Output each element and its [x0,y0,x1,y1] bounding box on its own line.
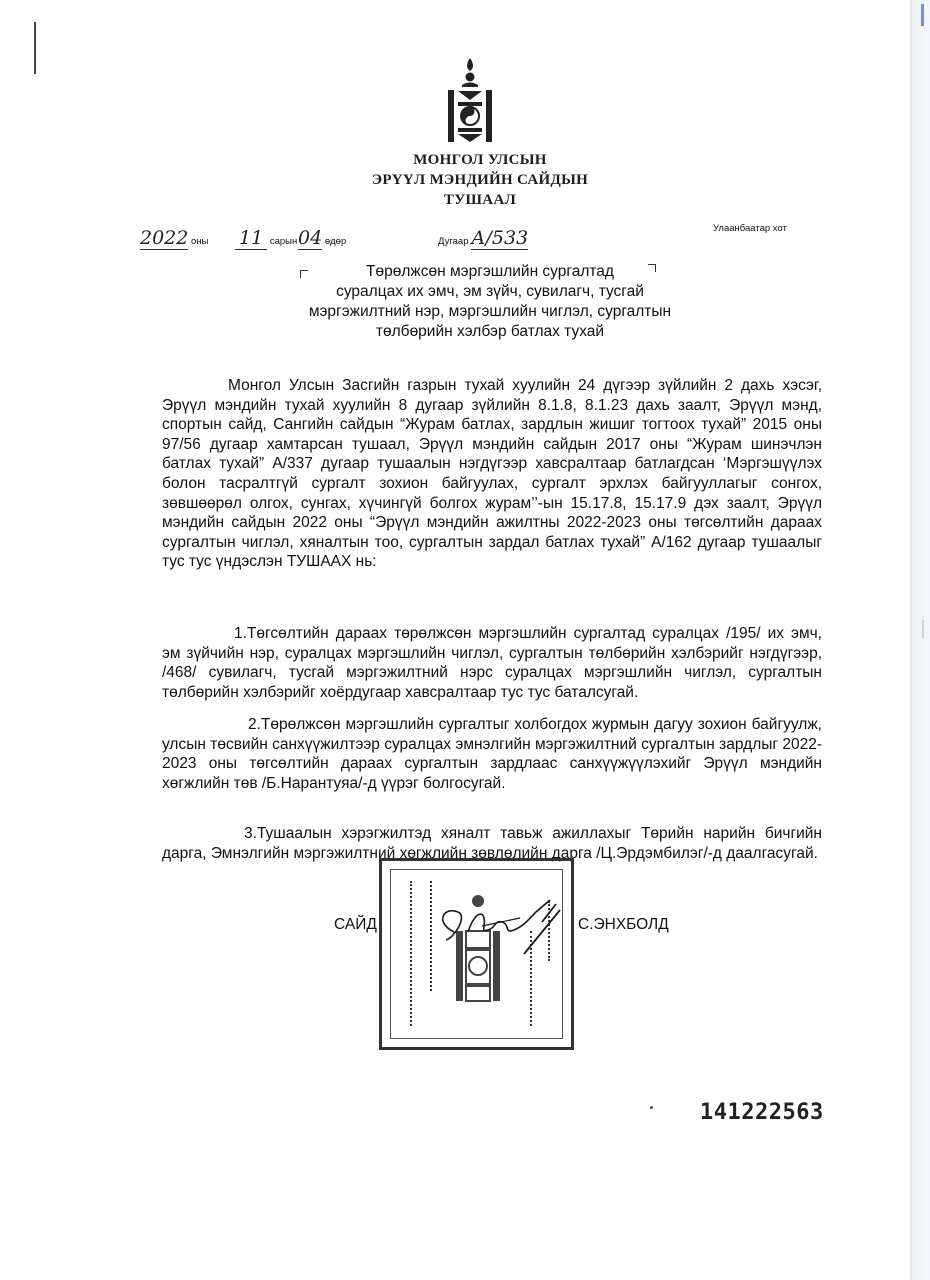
date-year-suffix: оны [191,236,209,247]
handwritten-signature [424,892,564,962]
date-month-group [235,227,297,250]
speck [650,1106,653,1109]
order-item-2: 2.Төрөлжсөн мэргэшлийн сургалтыг холбогдох журмын дагуу зохион байгуулж, улсын төсвийн санхүүжилтээр суралцах эмнэлгийн мэргэжилтний сургалтын зардлыг 2022-2023 оны төгсөлтийн дараах сургалтын зардлаас санхүүжүүлэхийг Эрүүл мэндийн хөгжлийн төв /Б.Нарантуяа/-д үүрэг болгосугай. [162,716,822,792]
title-line-3: мэргэжилтний нэр, мэргэшлийн чиглэл, сургалтын [308,303,672,320]
header-line-1: МОНГОЛ УЛСЫН [413,152,547,168]
order-item-1: 1.Төгсөлтийн дараах төрөлжсөн мэргэшлийн сургалтад суралцах /195/ их эмч, эм зүйчийн нэр, суралцах мэргэшлийн чиглэл, сургалтын төлбөрийн хэлбэрийг нэгдүгээр, /468/ сувилагч, тусгай мэргэжилтний нэрс суралцах мэргэшлийн чиглэл, сургалтын төлбөрийн хэлбэрийг хоёрдугаар хавсралтаар тус тус баталсугай. [162,625,822,701]
ministry-header [300,150,660,210]
soyombo-emblem [442,56,498,146]
signatory-name: С.ЭНХБОЛД [578,916,669,933]
preamble-paragraph: Монгол Улсын Засгийн газрын тухай хуулийн 24 дүгээр зүйлийн 2 дахь хэсэг, Эрүүл мэндийн тухай хуулийн 8 дугаар зүйлийн 8.1.8, 8.1.23 дахь заалт, Эрүүл мэнд, спортын сайд, Сангийн сайдын “Журам батлах, зардлын жишиг тогтоох тухай” 2015 оны 97/56 дугаар хамтарсан тушаал, Эрүүл мэндийн сайдын 2017 оны “Журам шинэчлэн батлах тухай” А/337 дугаар тушаалын нэгдүгээр хавсралтаар батлагдсан ‘Мэргэшүүлэх болон тасралтгүй сургалт зохион байгуулах, сургалт эрхлэх байгууллагыг сонгох, зөвшөөрөл олгох, сунгах, хүчингүй болгох журам’’-ын 15.17.8, 15.17.9 дэх заалт, Эрүүл мэндийн сайдын 2022 оны “Эрүүл мэндийн ажилтны 2022-2023 оны төгсөлтийн дараах сургалтын чиглэл, хяналтын тоо, сургалтын зардал батлах тухай” А/162 дугаар тушаалыг тус тус үндэслэн ТУШААХ нь: [162,377,822,571]
order-number-group [438,227,528,250]
date-day: 04 [298,227,323,249]
date-line [140,222,820,254]
scan-edge [912,0,930,1280]
signatory-title: САЙД [334,916,377,933]
header-line-2: ЭРҮҮЛ МЭНДИЙН САЙДЫН [371,172,589,188]
document-serial-number: 141222563 [700,1100,824,1125]
order-number-label: Дугаар [438,236,469,247]
title-line-2: суралцах их эмч, эм зүйч, сувилагч, тусгай [336,283,644,300]
date-day-suffix: өдөр [324,236,347,247]
title-line-4: төлбөрийн хэлбэр батлах тухай [375,323,605,340]
date-month-suffix: сарын [269,236,298,247]
header-line-3: ТУШААЛ [443,192,517,208]
date-year-group [140,227,208,250]
place: Улаанбаатар хот [713,223,787,234]
date-day-group [298,227,346,250]
pen-mark [34,22,36,74]
date-month: 11 [235,227,267,250]
order-number: А/533 [471,227,529,249]
order-title [285,262,695,342]
order-item-3: 3.Тушаалын хэрэгжилтэд хяналт тавьж ажиллахыг Төрийн нарийн бичгийн дарга, Эмнэлгийн мэргэжилтний хөгжлийн зөвлөлийн дарга /Ц.Эрдэмбилэг/-д даалгасугай. [162,825,822,862]
date-year: 2022 [140,227,189,249]
title-line-1: Төрөлжсөн мэргэшлийн сургалтад [366,263,614,280]
